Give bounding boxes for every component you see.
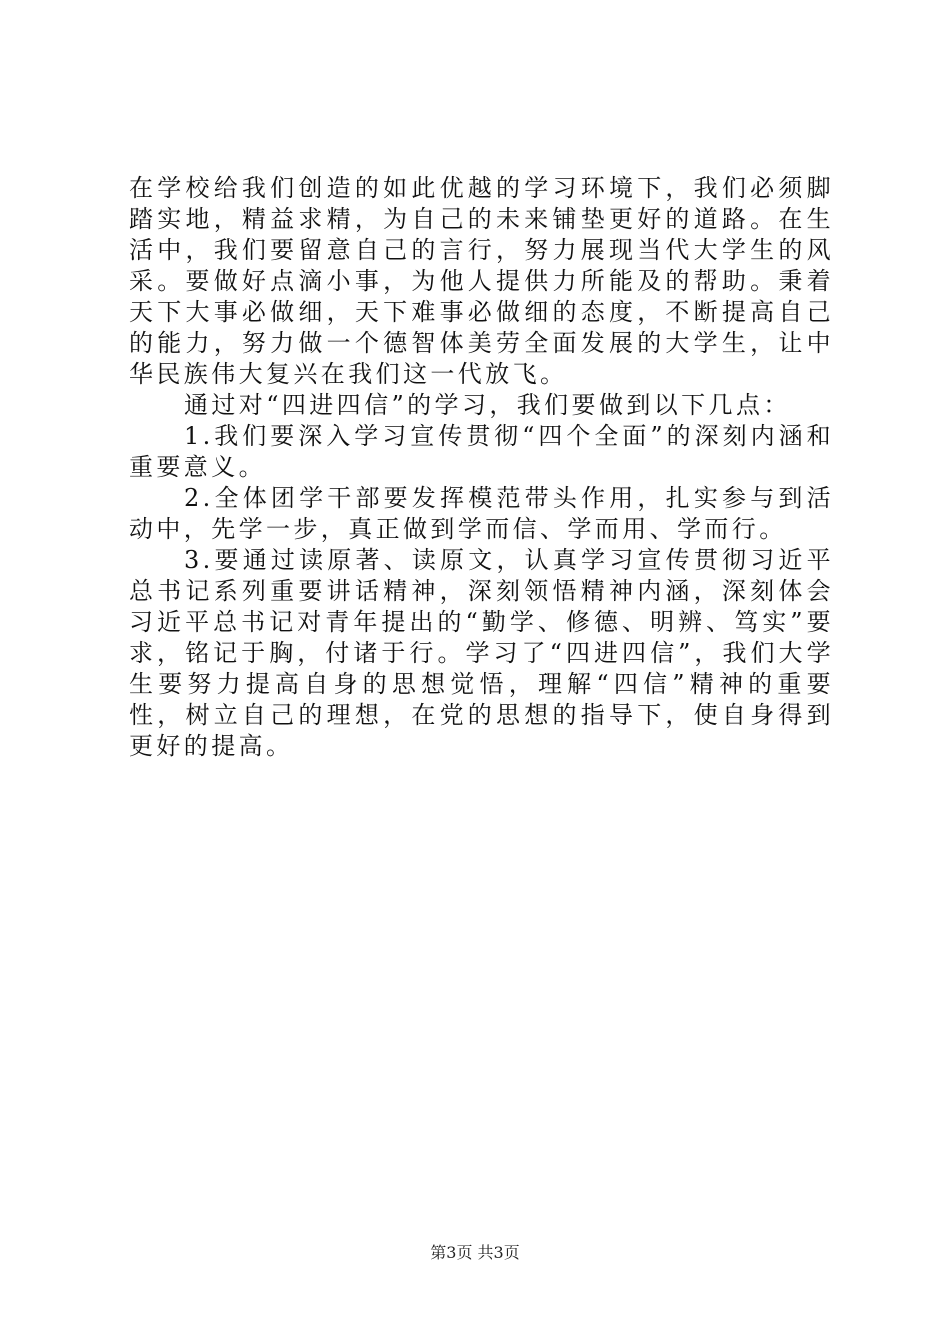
list-item-1: 1.我们要深入学习宣传贯彻“四个全面”的深刻内涵和重要意义。 [129, 422, 834, 481]
document-body [129, 173, 834, 762]
paragraph-continuation: 在学校给我们创造的如此优越的学习环境下，我们必须脚踏实地，精益求精，为自己的未来铺垫更好的道路。在生活中，我们要留意自己的言行，努力展现当代大学生的风采。要做好点滴小事，为他人提供力所能及的帮助。秉着天下大事必做细，天下难事必做细的态度，不断提高自己的能力，努力做一个德智体美劳全面发展的大学生，让中华民族伟大复兴在我们这一代放飞。 [129, 174, 834, 388]
list-item-3: 3.要通过读原著、读原文，认真学习宣传贯彻习近平总书记系列重要讲话精神，深刻领悟精神内涵，深刻体会习近平总书记对青年提出的“勤学、修德、明辨、笃实”要求，铭记于胸，付诸于行。学习了“四进四信”，我们大学生要努力提高自身的思想觉悟，理解“四信”精神的重要性，树立自己的理想，在党的思想的指导下，使自身得到更好的提高。 [129, 546, 834, 760]
paragraph-intro: 通过对“四进四信”的学习，我们要做到以下几点： [184, 391, 791, 419]
page-number-footer: 第3页 共3页 [430, 1243, 520, 1262]
list-item-2: 2.全体团学干部要发挥模范带头作用，扎实参与到活动中，先学一步，真正做到学而信、学而用、学而行。 [129, 484, 834, 543]
